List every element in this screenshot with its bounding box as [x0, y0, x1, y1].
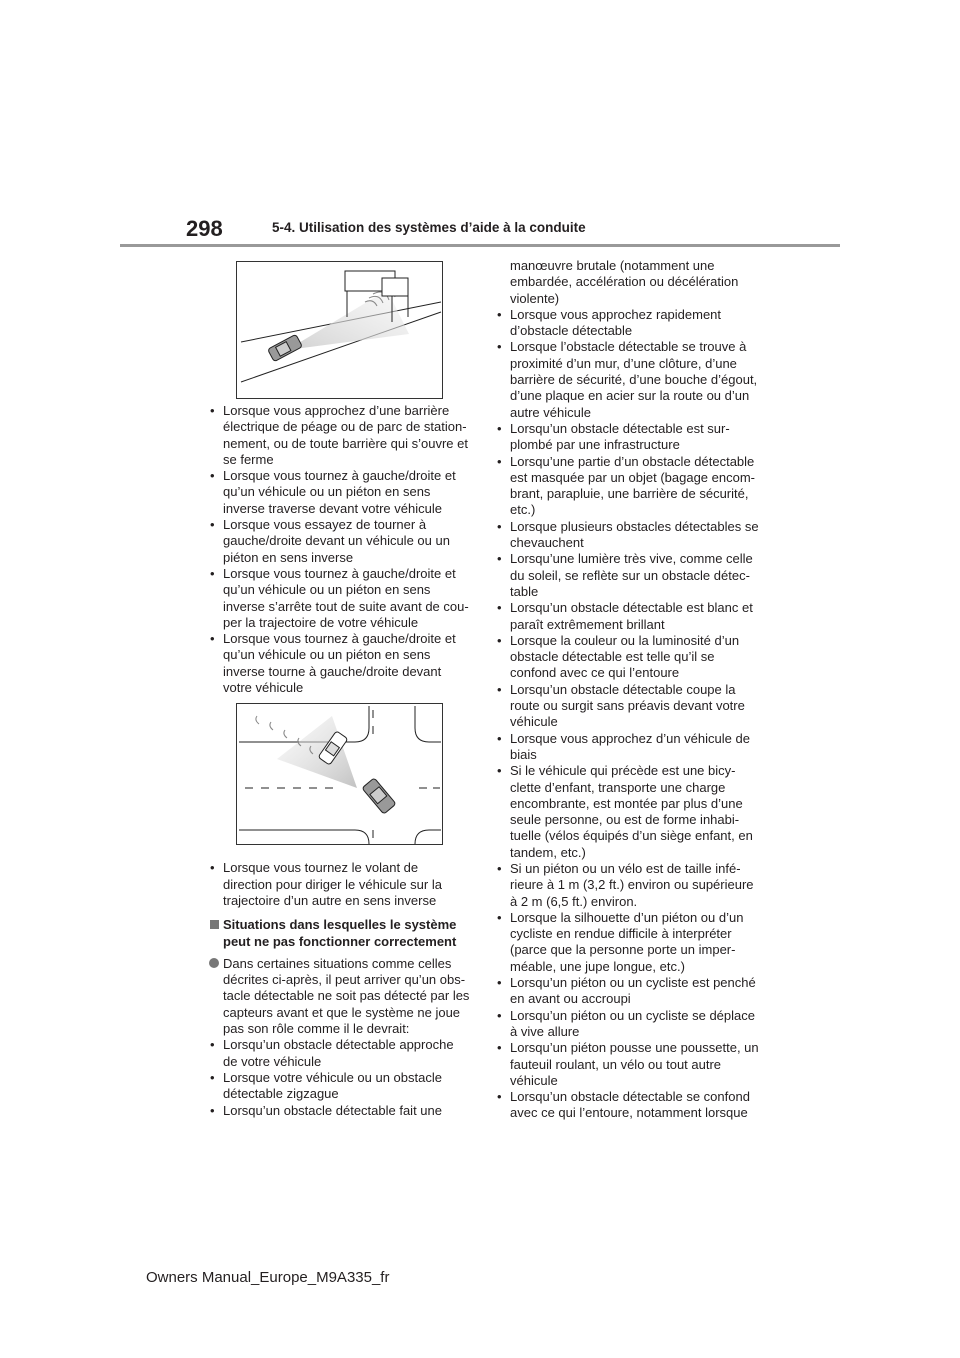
- section-title: 5-4. Utilisation des systèmes d’aide à la conduite: [272, 220, 586, 235]
- turning-figure: [236, 703, 443, 845]
- right-column: [495, 258, 760, 1122]
- list-item: • Lorsque votre véhicule ou un obstacle détectable zigzague: [208, 1070, 470, 1103]
- list-item: • Lorsque plusieurs obstacles détectables se chevauchent: [495, 519, 760, 552]
- list-item: • Lorsque vous tournez le volant de direction pour diriger le véhicule sur la trajectoire d’un autre en sens inverse: [208, 860, 470, 909]
- list-item: • Lorsque l’obstacle détectable se trouve à proximité d’un mur, d’une clôture, d’une barrière de sécurité, d’une bouche d’égout, d’une plaque en acier sur la route ou d’un autre véhicule: [495, 339, 760, 420]
- list-item: • Lorsqu’un obstacle détectable fait une: [208, 1103, 470, 1119]
- car-turning-across-oncoming-car-icon: [237, 704, 442, 844]
- bullet-list-b: [208, 860, 470, 909]
- list-item: • Lorsque vous tournez à gauche/droite et qu’un véhicule ou un piéton en sens inverse traverse devant votre véhicule: [208, 468, 470, 517]
- list-item: • Lorsque la couleur ou la luminosité d’un obstacle détectable est telle qu’il se confond avec ce qui l’entoure: [495, 633, 760, 682]
- intro-paragraph: [208, 956, 470, 1037]
- list-item: • Si un piéton ou un vélo est de taille infé-rieure à 1 m (3,2 ft.) environ ou supérieure à 2 m (6,5 ft.) environ.: [495, 861, 760, 910]
- list-item: • Lorsque vous approchez d’une barrière électrique de péage ou de parc de station-nement, ou de toute barrière qui s’ouvre et se ferme: [208, 403, 470, 468]
- footer-text: Owners Manual_Europe_M9A335_fr: [146, 1269, 390, 1286]
- list-item: • Lorsqu’un piéton pousse une poussette, un fauteuil roulant, un vélo ou tout autre véhicule: [495, 1040, 760, 1089]
- list-item: • Lorsqu’une lumière très vive, comme celle du soleil, se reflète sur un obstacle détec-table: [495, 551, 760, 600]
- subsection-heading: [208, 917, 470, 950]
- continuation-text: manœuvre brutale (notamment une embardée, accélération ou décélération violente): [510, 258, 739, 306]
- list-item: • Lorsque vous essayez de tourner à gauche/droite devant un véhicule ou un piéton en sens inverse: [208, 517, 470, 566]
- list-item: • Si le véhicule qui précède est une bicy-clette d’enfant, transporte une charge encombrante, est montée par plus d’une seule personne, ou est de forme inhabi-tuelle (vélos équipés d’un siège enfant, en tandem, etc.): [495, 763, 760, 861]
- list-item: • Lorsque vous tournez à gauche/droite et qu’un véhicule ou un piéton en sens inverse s’arrête tout de suite avant de cou-per la trajectoire de votre véhicule: [208, 566, 470, 631]
- list-item: • Lorsqu’un piéton ou un cycliste se déplace à vive allure: [495, 1008, 760, 1041]
- list-item: • Lorsque vous tournez à gauche/droite et qu’un véhicule ou un piéton en sens inverse tourne à gauche/droite devant votre véhicule: [208, 631, 470, 696]
- list-item: • Lorsqu’un piéton ou un cycliste est penché en avant ou accroupi: [495, 975, 760, 1008]
- bullet-list-right: [495, 307, 760, 1122]
- bullet-list-a: [208, 403, 470, 696]
- car-approaching-toll-gate-icon: [237, 262, 442, 398]
- square-bullet-icon: [210, 920, 219, 929]
- list-item: • Lorsque la silhouette d’un piéton ou d’un cycliste en rendue difficile à interpréter (parce que la personne porte un imper-méable, une jupe longue, etc.): [495, 910, 760, 975]
- page-number: 298: [186, 216, 223, 241]
- circle-bullet-icon: [209, 958, 219, 968]
- list-item: • Lorsqu’un obstacle détectable se confond avec ce qui l’entoure, notamment lorsque: [495, 1089, 760, 1122]
- heading-text: Situations dans lesquelles le système peut ne pas fonctionner correctement: [223, 917, 457, 949]
- list-item: • Lorsqu’un obstacle détectable coupe la route ou surgit sans préavis devant votre véhicule: [495, 682, 760, 731]
- list-item: • Lorsque vous approchez d’un véhicule de biais: [495, 731, 760, 764]
- list-item: • Lorsqu’un obstacle détectable approche de votre véhicule: [208, 1037, 470, 1070]
- paragraph-text: Dans certaines situations comme celles décrites ci-après, il peut arriver qu’un obs-tacle détectable ne soit pas détecté par les capteurs avant et que le système ne joue pas son rôle comme il le devrait:: [223, 955, 470, 1037]
- header-rule: [120, 244, 840, 247]
- bullet-list-c: [208, 1037, 470, 1118]
- list-item: • Lorsque vous approchez rapidement d’obstacle détectable: [495, 307, 760, 340]
- list-item: • Lorsqu’une partie d’un obstacle détectable est masquée par un objet (bagage encom-brant, parapluie, une barrière de sécurité, etc.): [495, 454, 760, 519]
- list-item: • Lorsqu’un obstacle détectable est sur-plombé par une infrastructure: [495, 421, 760, 454]
- toll-gate-figure: [236, 261, 443, 399]
- list-item: • Lorsqu’un obstacle détectable est blanc et paraît extrêmement brillant: [495, 600, 760, 633]
